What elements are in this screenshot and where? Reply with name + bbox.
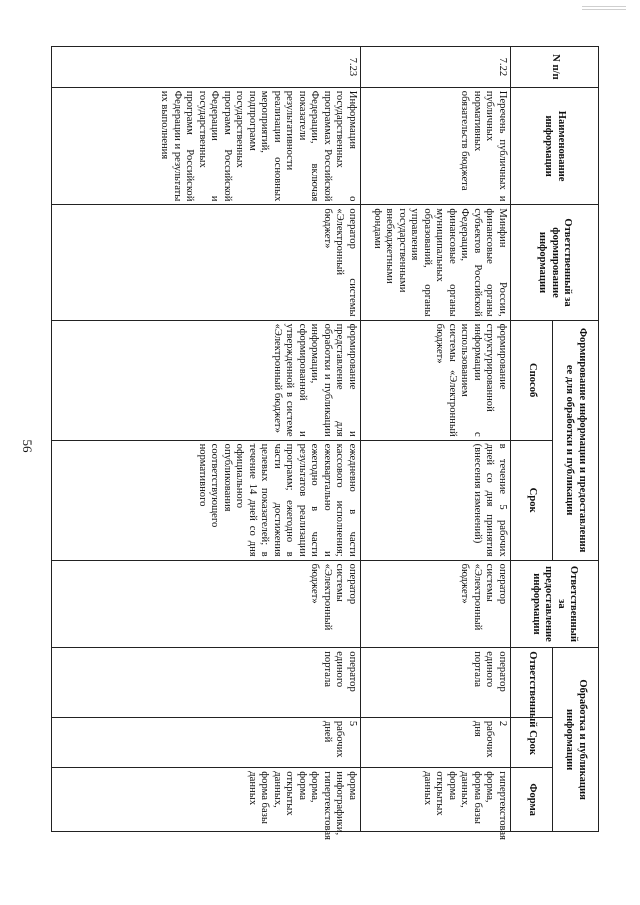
cell-term: в течение 5 рабочих дней со дня принятия (внесения изменений) [361, 440, 511, 560]
header-resp-form: Ответственный за формирование информации [511, 205, 599, 320]
cell-num: 7.23 [52, 47, 361, 88]
cell-method: формирование и представление для обработки и публикации информации, сформированной и утвержденной в системе «Электронный бюджет» [52, 320, 361, 440]
header-processing: Обработка и публикация информации [553, 648, 599, 832]
cell-form: форма инфографики, гипертекстовая форма, форма открытых данных, форма базы данных [52, 768, 361, 832]
page-number: 56 [20, 439, 35, 453]
header-pub-term: Срок [511, 717, 553, 767]
header-num: N п/п [511, 47, 599, 88]
cell-resp-provide: оператор системы «Электронный бюджет» [361, 560, 511, 648]
cell-name: Перечень публичных и публичных нормативных обязательств бюджета [361, 87, 511, 205]
cell-pub-term: 5 рабочих дней [52, 717, 361, 767]
cell-responsible: оператор единого портала [52, 648, 361, 718]
header-name: Наименование информации [511, 87, 599, 205]
corner-mark [582, 6, 626, 8]
cell-pub-term: 2 рабочих дня [361, 717, 511, 767]
header-form: Форма [511, 768, 553, 832]
header-resp-provide: Ответственный за предоставление информации [511, 560, 599, 648]
cell-num: 7.22 [361, 47, 511, 88]
cell-resp-form: оператор системы «Электронный бюджет» [52, 205, 361, 320]
cell-name: Информация о государственных программах Российской Федерации, включая показатели результативности реализации основных мероприятий, подпрограмм государственных программ Российской Федерации и государственных программ Российской Федерации и результаты их выполнения [52, 87, 361, 205]
cell-method: формирование структурированной информации с использованием системы «Электронный бюджет» [361, 320, 511, 440]
cell-form: гипертекстовая форма, форма базы данных, форма открытых данных [361, 768, 511, 832]
header-responsible: Ответственный [511, 648, 553, 718]
information-table [51, 46, 599, 840]
header-term: Срок [511, 440, 553, 560]
header-method: Способ [511, 320, 553, 440]
cell-resp-provide: оператор системы «Электронный бюджет» [52, 560, 361, 648]
cell-responsible: оператор единого портала [361, 648, 511, 718]
cell-term: ежедневно в части кассового исполнения; ежеквартально и ежегодно в части результатов реализации программ; ежегодно в части достижения целевых показателей; в течение 14 дней со дня официального опубликования соответствующего нормативного [52, 440, 361, 560]
rotated-table-container [51, 46, 599, 840]
table-row [52, 47, 361, 832]
cell-resp-form: Минфин России, финансовые органы субъектов Российской Федерации, финансовые органы муниципальных образований, органы управления государственными внебюджетными фондами [361, 205, 511, 320]
header-formation: Формирование информации и предоставления ее для обработки и публикации [553, 320, 599, 560]
table-row [361, 47, 511, 832]
